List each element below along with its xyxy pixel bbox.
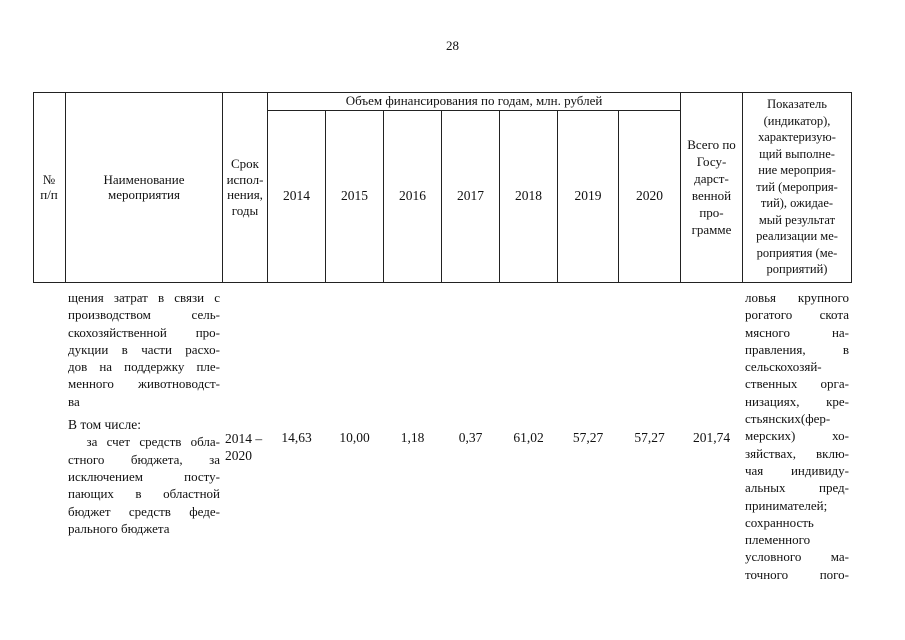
sub-measure-line: рального бюджета (68, 520, 170, 536)
value-cell: 14,63 (281, 430, 312, 445)
indicator-line: сохранность (745, 514, 814, 530)
sub-measure-line: стного бюджета, за (68, 451, 220, 467)
measure-name-line: скохозяйственной про- (68, 324, 220, 340)
indicator-line: зяйствах, вклю- (745, 445, 849, 461)
value-cell: 0,37 (458, 430, 483, 445)
header-name: Наименование мероприятия (103, 171, 185, 202)
indicator-line: племенного (745, 532, 811, 548)
sub-measure-line: бюджет средств феде- (68, 503, 220, 519)
indicator-line: сельскохозяй- (745, 359, 822, 375)
indicator-line: стьянских(фер- (745, 411, 831, 427)
header-total: Всего по Госу- дарст- венной про- грамме (687, 137, 736, 237)
subheading: В том числе: (68, 417, 141, 433)
header-term: Срок испол- нения, годы (226, 156, 264, 218)
page-number: 28 (446, 38, 459, 53)
indicator-line: рогатого скота (745, 307, 849, 323)
sub-measure-line: пающих в областной (68, 486, 220, 502)
measure-name-line: дукции в части расхо- (68, 341, 220, 357)
measure-name-line: производством сель- (68, 307, 220, 323)
header-bottom-rule (33, 282, 852, 283)
measure-name-line: менного животноводст- (68, 376, 220, 392)
header-year: 2015 (341, 188, 368, 203)
header-year: 2018 (515, 188, 542, 203)
value-cell: 1,18 (400, 430, 425, 445)
measure-name (68, 289, 220, 537)
indicator-line: низациях, кре- (745, 393, 849, 409)
sub-measure-line: исключением посту- (68, 468, 220, 484)
measure-name-line: ва (68, 393, 80, 409)
indicator-line: ловья крупного (745, 290, 849, 305)
term-line: 2020 (225, 448, 252, 464)
term-cell (225, 430, 269, 465)
header-year: 2016 (399, 188, 426, 203)
header-num: № п/п (40, 171, 58, 202)
indicator-text (745, 289, 849, 583)
term-line: 2014 – (225, 431, 263, 446)
value-cell: 57,27 (634, 430, 665, 445)
header-year: 2019 (574, 188, 602, 203)
measure-name-line: щения затрат в связи с (68, 290, 220, 305)
value-cell: 57,27 (572, 430, 604, 445)
indicator-line: ственных орга- (745, 376, 849, 392)
col-divider (851, 92, 852, 283)
header-year: 2017 (457, 188, 484, 203)
header-funding: Объем финансирования по годам, млн. рублей (345, 93, 603, 109)
indicator-line: правления, в (745, 341, 849, 357)
indicator-line: точного пого- (745, 566, 849, 582)
header-indicator: Показатель (индикатор), характеризую- щий выполне- ние мероприя- тий (мероприя- тий), ожидае- мый результат реализации ме- роприятия (ме- роприятий) (756, 97, 838, 277)
indicator-line: альных пред- (745, 480, 849, 496)
total-cell: 201,74 (692, 430, 731, 445)
indicator-line: условного ма- (745, 549, 849, 565)
value-cell: 10,00 (339, 430, 370, 445)
value-cell: 61,02 (513, 430, 544, 445)
measure-name-line: дов на поддержку пле- (68, 359, 220, 375)
indicator-line: мясного на- (745, 324, 849, 340)
header-year: 2014 (283, 188, 310, 203)
indicator-line: чая индивиду- (745, 462, 849, 478)
indicator-line: принимателей; (745, 497, 828, 513)
indicator-line: мерских) хо- (745, 428, 849, 444)
sub-measure-line: за счет средств обла- (68, 434, 220, 450)
header-year: 2020 (636, 188, 663, 203)
